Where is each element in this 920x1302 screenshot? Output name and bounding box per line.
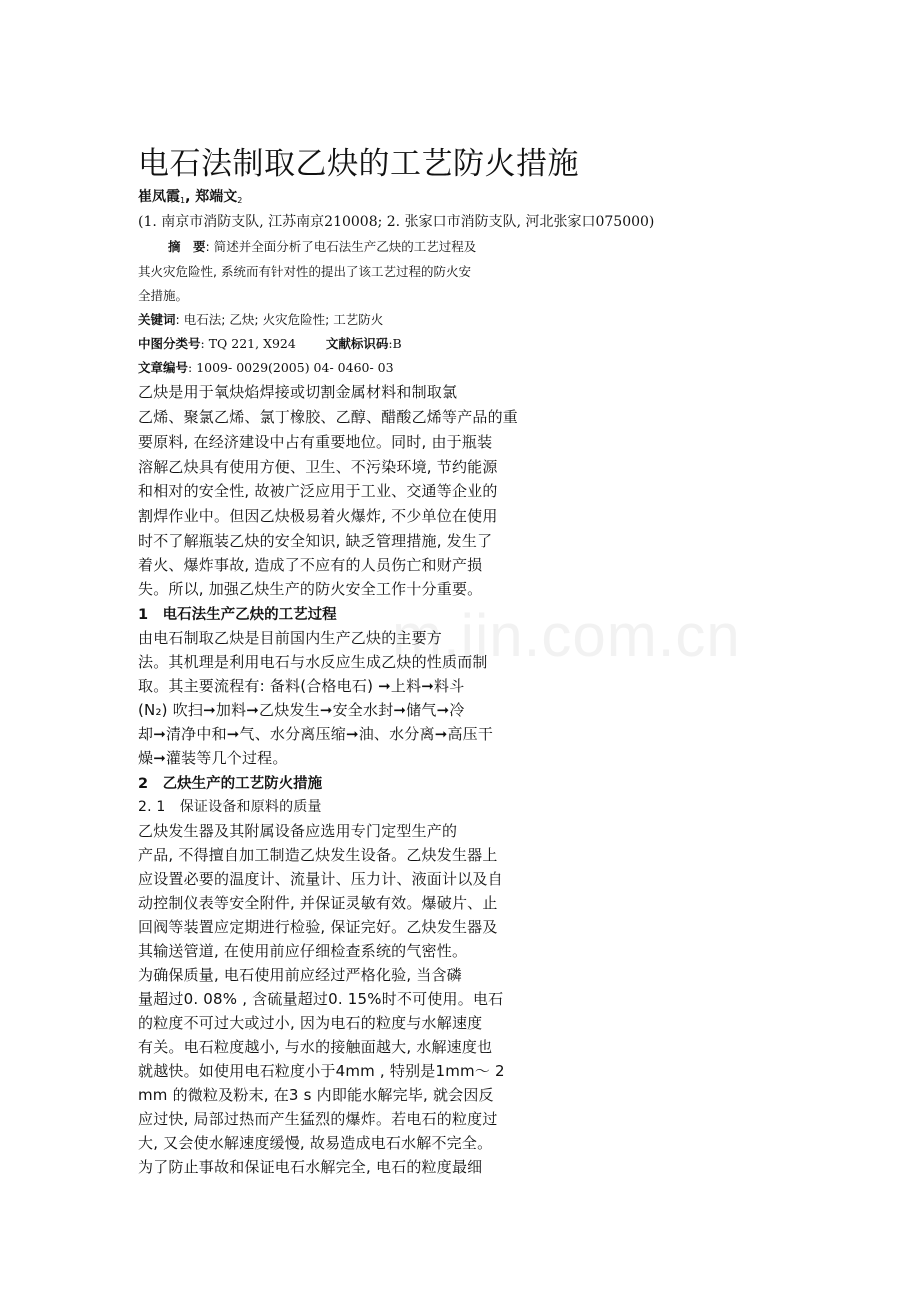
intro-line: 乙炔是用于氧炔焰焊接或切割金属材料和制取氯 — [138, 383, 458, 401]
author-2: 郑端文 — [195, 189, 238, 205]
section-2-line: 应设置必要的温度计、流量计、压力计、液面计以及自 — [138, 870, 503, 888]
section-1-line: 法。其机理是利用电石与水反应生成乙炔的性质而制 — [138, 653, 488, 671]
section-1-heading: 1 电石法生产乙炔的工艺过程 — [138, 607, 337, 623]
doc-code-label: 文献标识码 — [325, 336, 389, 351]
section-2-line: 有关。电石粒度越小, 与水的接触面越大, 水解速度也 — [138, 1038, 493, 1056]
intro-line: 着火、爆炸事故, 造成了不应有的人员伤亡和财产损 — [138, 556, 483, 574]
intro-line: 乙烯、聚氯乙烯、氯丁橡胶、乙醇、醋酸乙烯等产品的重 — [138, 408, 519, 426]
section-2-line: 为确保质量, 电石使用前应经过严格化验, 当含磷 — [138, 966, 462, 984]
section-2-line: 大, 又会使水解速度缓慢, 故易造成电石水解不完全。 — [138, 1134, 493, 1152]
article-number-label: 文章编号 — [138, 360, 189, 375]
intro-line: 要原料, 在经济建设中占有重要地位。同时, 由于瓶装 — [138, 433, 493, 451]
section-2-line: 的粒度不可过大或过小, 因为电石的粒度与水解速度 — [138, 1014, 483, 1032]
section-2-line: 就越快。如使用电石粒度小于4mm , 特别是1mm～ 2 — [138, 1062, 505, 1080]
intro-line: 失。所以, 加强乙炔生产的防火安全工作十分重要。 — [138, 580, 483, 598]
affiliations: (1. 南京市消防支队, 江苏南京210008; 2. 张家口市消防支队, 河北张家口075000) — [138, 214, 655, 230]
clc-label: 中图分类号 — [138, 336, 201, 351]
abstract-line-1 — [168, 237, 476, 255]
section-1-line: 由电石制取乙炔是目前国内生产乙炔的主要方 — [138, 629, 443, 647]
intro-line: 溶解乙炔具有使用方便、卫生、不污染环境, 节约能源 — [138, 458, 498, 476]
section-2-line: 应过快, 局部过热而产生猛烈的爆炸。若电石的粒度过 — [138, 1110, 498, 1128]
author-2-affil-mark: 2 — [237, 196, 243, 205]
abstract-text-1: : 简述并全面分析了电石法生产乙炔的工艺过程及 — [205, 239, 477, 254]
intro-line: 时不了解瓶装乙炔的安全知识, 缺乏管理措施, 发生了 — [138, 532, 493, 550]
section-2-line: 产品, 不得擅自加工制造乙炔发生设备。乙炔发生器上 — [138, 846, 498, 864]
article-number — [138, 358, 394, 376]
keywords-label: 关键词 — [138, 312, 176, 327]
section-2-line: 量超过0. 08% , 含硫量超过0. 15%时不可使用。电石 — [138, 990, 504, 1008]
subsection-2-1-heading: 2. 1 保证设备和原料的质量 — [138, 799, 322, 815]
section-2-line: mm 的微粒及粉末, 在3 s 内即能水解完毕, 就会因反 — [138, 1086, 494, 1104]
section-2-line: 回阀等装置应定期进行检验, 保证完好。乙炔发生器及 — [138, 918, 498, 936]
abstract-label: 摘 要 — [168, 239, 206, 254]
section-1-line: 取。其主要流程有: 备料(合格电石) ➞上料➞料斗 — [138, 677, 465, 695]
paper-title: 电石法制取乙炔的工艺防火措施 — [138, 146, 579, 182]
section-1-line: (N₂) 吹扫➞加料➞乙炔发生➞安全水封➞储气➞冷 — [138, 701, 465, 719]
section-2-line: 动控制仪表等安全附件, 并保证灵敏有效。爆破片、止 — [138, 894, 498, 912]
section-2-line: 为了防止事故和保证电石水解完全, 电石的粒度最细 — [138, 1158, 483, 1176]
author-1: 崔凤霞 — [138, 189, 180, 205]
section-2-line: 乙炔发生器及其附属设备应选用专门定型生产的 — [138, 822, 458, 840]
watermark: m.jin.com.cn — [392, 602, 741, 669]
section-1-line: 却➞清净中和➞气、水分离压缩➞油、水分离➞高压干 — [138, 725, 494, 743]
keywords — [138, 310, 383, 328]
author-1-affil-mark: 1 — [180, 196, 186, 205]
clc-text: : TQ 221, X924 — [200, 336, 296, 351]
authors — [138, 186, 242, 206]
article-number-text: : 1009- 0029(2005) 04- 0460- 03 — [188, 360, 394, 375]
section-1-line: 燥➞灌装等几个过程。 — [138, 749, 288, 767]
section-2-line: 其输送管道, 在使用前应仔细检查系统的气密性。 — [138, 942, 468, 960]
keywords-text: : 电石法; 乙炔; 火灾危险性; 工艺防火 — [175, 312, 384, 327]
abstract-line-3: 全措施。 — [138, 288, 189, 303]
abstract-line-2: 其火灾危险性, 系统而有针对性的提出了该工艺过程的防火安 — [138, 264, 471, 279]
intro-line: 割焊作业中。但因乙炔极易着火爆炸, 不少单位在使用 — [138, 507, 498, 525]
author-separator: , — [185, 189, 196, 205]
classification — [138, 334, 402, 352]
section-2-heading: 2 乙炔生产的工艺防火措施 — [138, 776, 323, 792]
doc-code-text: :B — [388, 336, 402, 351]
intro-line: 和相对的安全性, 故被广泛应用于工业、交通等企业的 — [138, 482, 498, 500]
